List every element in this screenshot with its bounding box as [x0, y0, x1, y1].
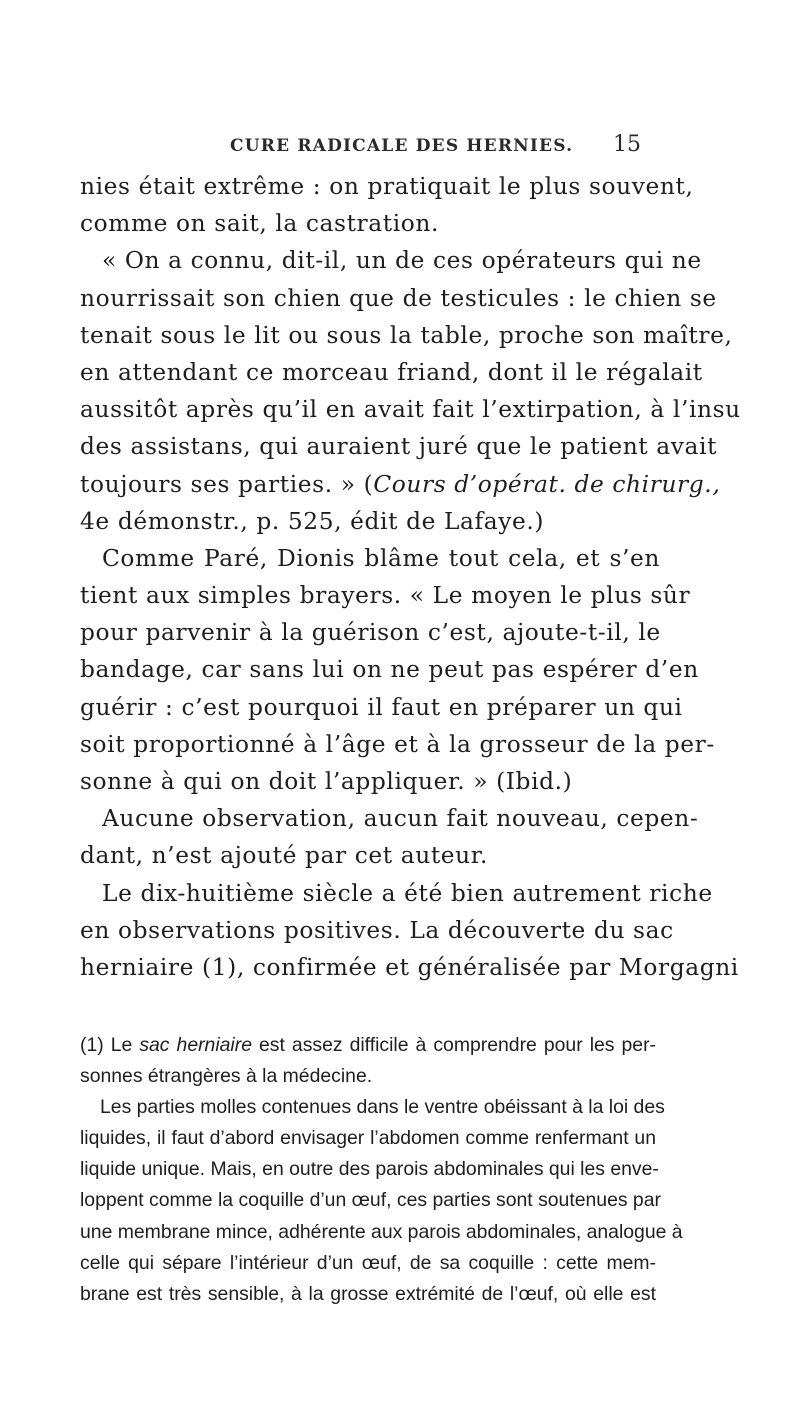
- text-line: herniaire (1), confirmée et généralisée par Morgagni: [80, 953, 739, 981]
- text-line: 4e démonstr., p. 525, édit de Lafaye.): [80, 507, 545, 535]
- footnotes: [80, 1030, 683, 1310]
- text-line: tient aux simples brayers. « Le moyen le plus sûr: [80, 582, 691, 610]
- text-line: Le dix-huitième siècle a été bien autrement riche: [102, 879, 713, 907]
- text-line: en observations positives. La découverte du sac: [80, 916, 674, 944]
- running-title: CURE RADICALE DES HERNIES.: [230, 136, 574, 156]
- footnote-line: liquide unique. Mais, en outre des parois abdominales qui les enve-: [80, 1158, 659, 1181]
- page-number: 15: [613, 132, 641, 157]
- text-line: sonne à qui on doit l’appliquer. » (Ibid.): [80, 768, 573, 795]
- footnote-term: sac herniaire: [139, 1034, 252, 1056]
- text-line: en attendant ce morceau friand, dont il le régalait: [80, 358, 703, 386]
- text-line: nies était extrême : on pratiquait le plus souvent,: [80, 173, 694, 200]
- text-line: Comme Paré, Dionis blâme tout cela, et s’en: [102, 544, 660, 572]
- footnote-line: liquides, il faut d’abord envisager l’abdomen comme renfermant un: [80, 1127, 656, 1150]
- text-line: Aucune observation, aucun fait nouveau, cepen-: [102, 805, 699, 833]
- text-line: tenait sous le lit ou sous la table, proche son maître,: [80, 321, 733, 349]
- text-line: des assistans, qui auraient juré que le patient avait: [80, 433, 718, 461]
- text-line: comme on sait, la castration.: [80, 210, 440, 238]
- text-line: aussitôt après qu’il en avait fait l’extirpation, à l’insu: [80, 396, 741, 424]
- footnote-line: loppent comme la coquille d’un œuf, ces parties sont soutenues par: [80, 1189, 661, 1212]
- footnote-line: sonnes étrangères à la médecine.: [80, 1065, 373, 1088]
- footnote-marker-text: (1) Le: [80, 1034, 140, 1056]
- text-line: pour parvenir à la guérison c’est, ajoute-t-il, le: [80, 619, 661, 647]
- citation-title: Cours d’opérat. de chirurg.,: [373, 470, 721, 498]
- text-line: soit proportionné à l’âge et à la grosseur de la per-: [80, 730, 715, 758]
- text-line: guérir : c’est pourquoi il faut en préparer un qui: [80, 693, 683, 721]
- text-line: [80, 466, 721, 503]
- text-line: dant, n’est ajouté par cet auteur.: [80, 842, 488, 870]
- footnote-line: celle qui sépare l’intérieur d’un œuf, de sa coquille : cette mem-: [80, 1251, 656, 1274]
- text-line-segment: toujours ses parties. » (: [80, 470, 374, 498]
- footnote-line: brane est très sensible, à la grosse extrémité de l’œuf, où elle est: [80, 1282, 656, 1305]
- text-line: « On a connu, dit-il, un de ces opérateurs qui ne: [102, 247, 702, 275]
- text-line: bandage, car sans lui on ne peut pas espérer d’en: [80, 656, 699, 684]
- text-line: nourrissait son chien que de testicules : le chien se: [80, 284, 717, 312]
- footnote-line: [80, 1030, 656, 1061]
- main-text: [80, 168, 741, 986]
- footnote-line: une membrane mince, adhérente aux parois abdominales, analogue à: [80, 1220, 683, 1243]
- running-header: [0, 132, 800, 170]
- footnote-text: est assez difficile à comprendre pour les per-: [251, 1034, 656, 1056]
- footnote-line: Les parties molles contenues dans le ventre obéissant à la loi des: [100, 1096, 665, 1119]
